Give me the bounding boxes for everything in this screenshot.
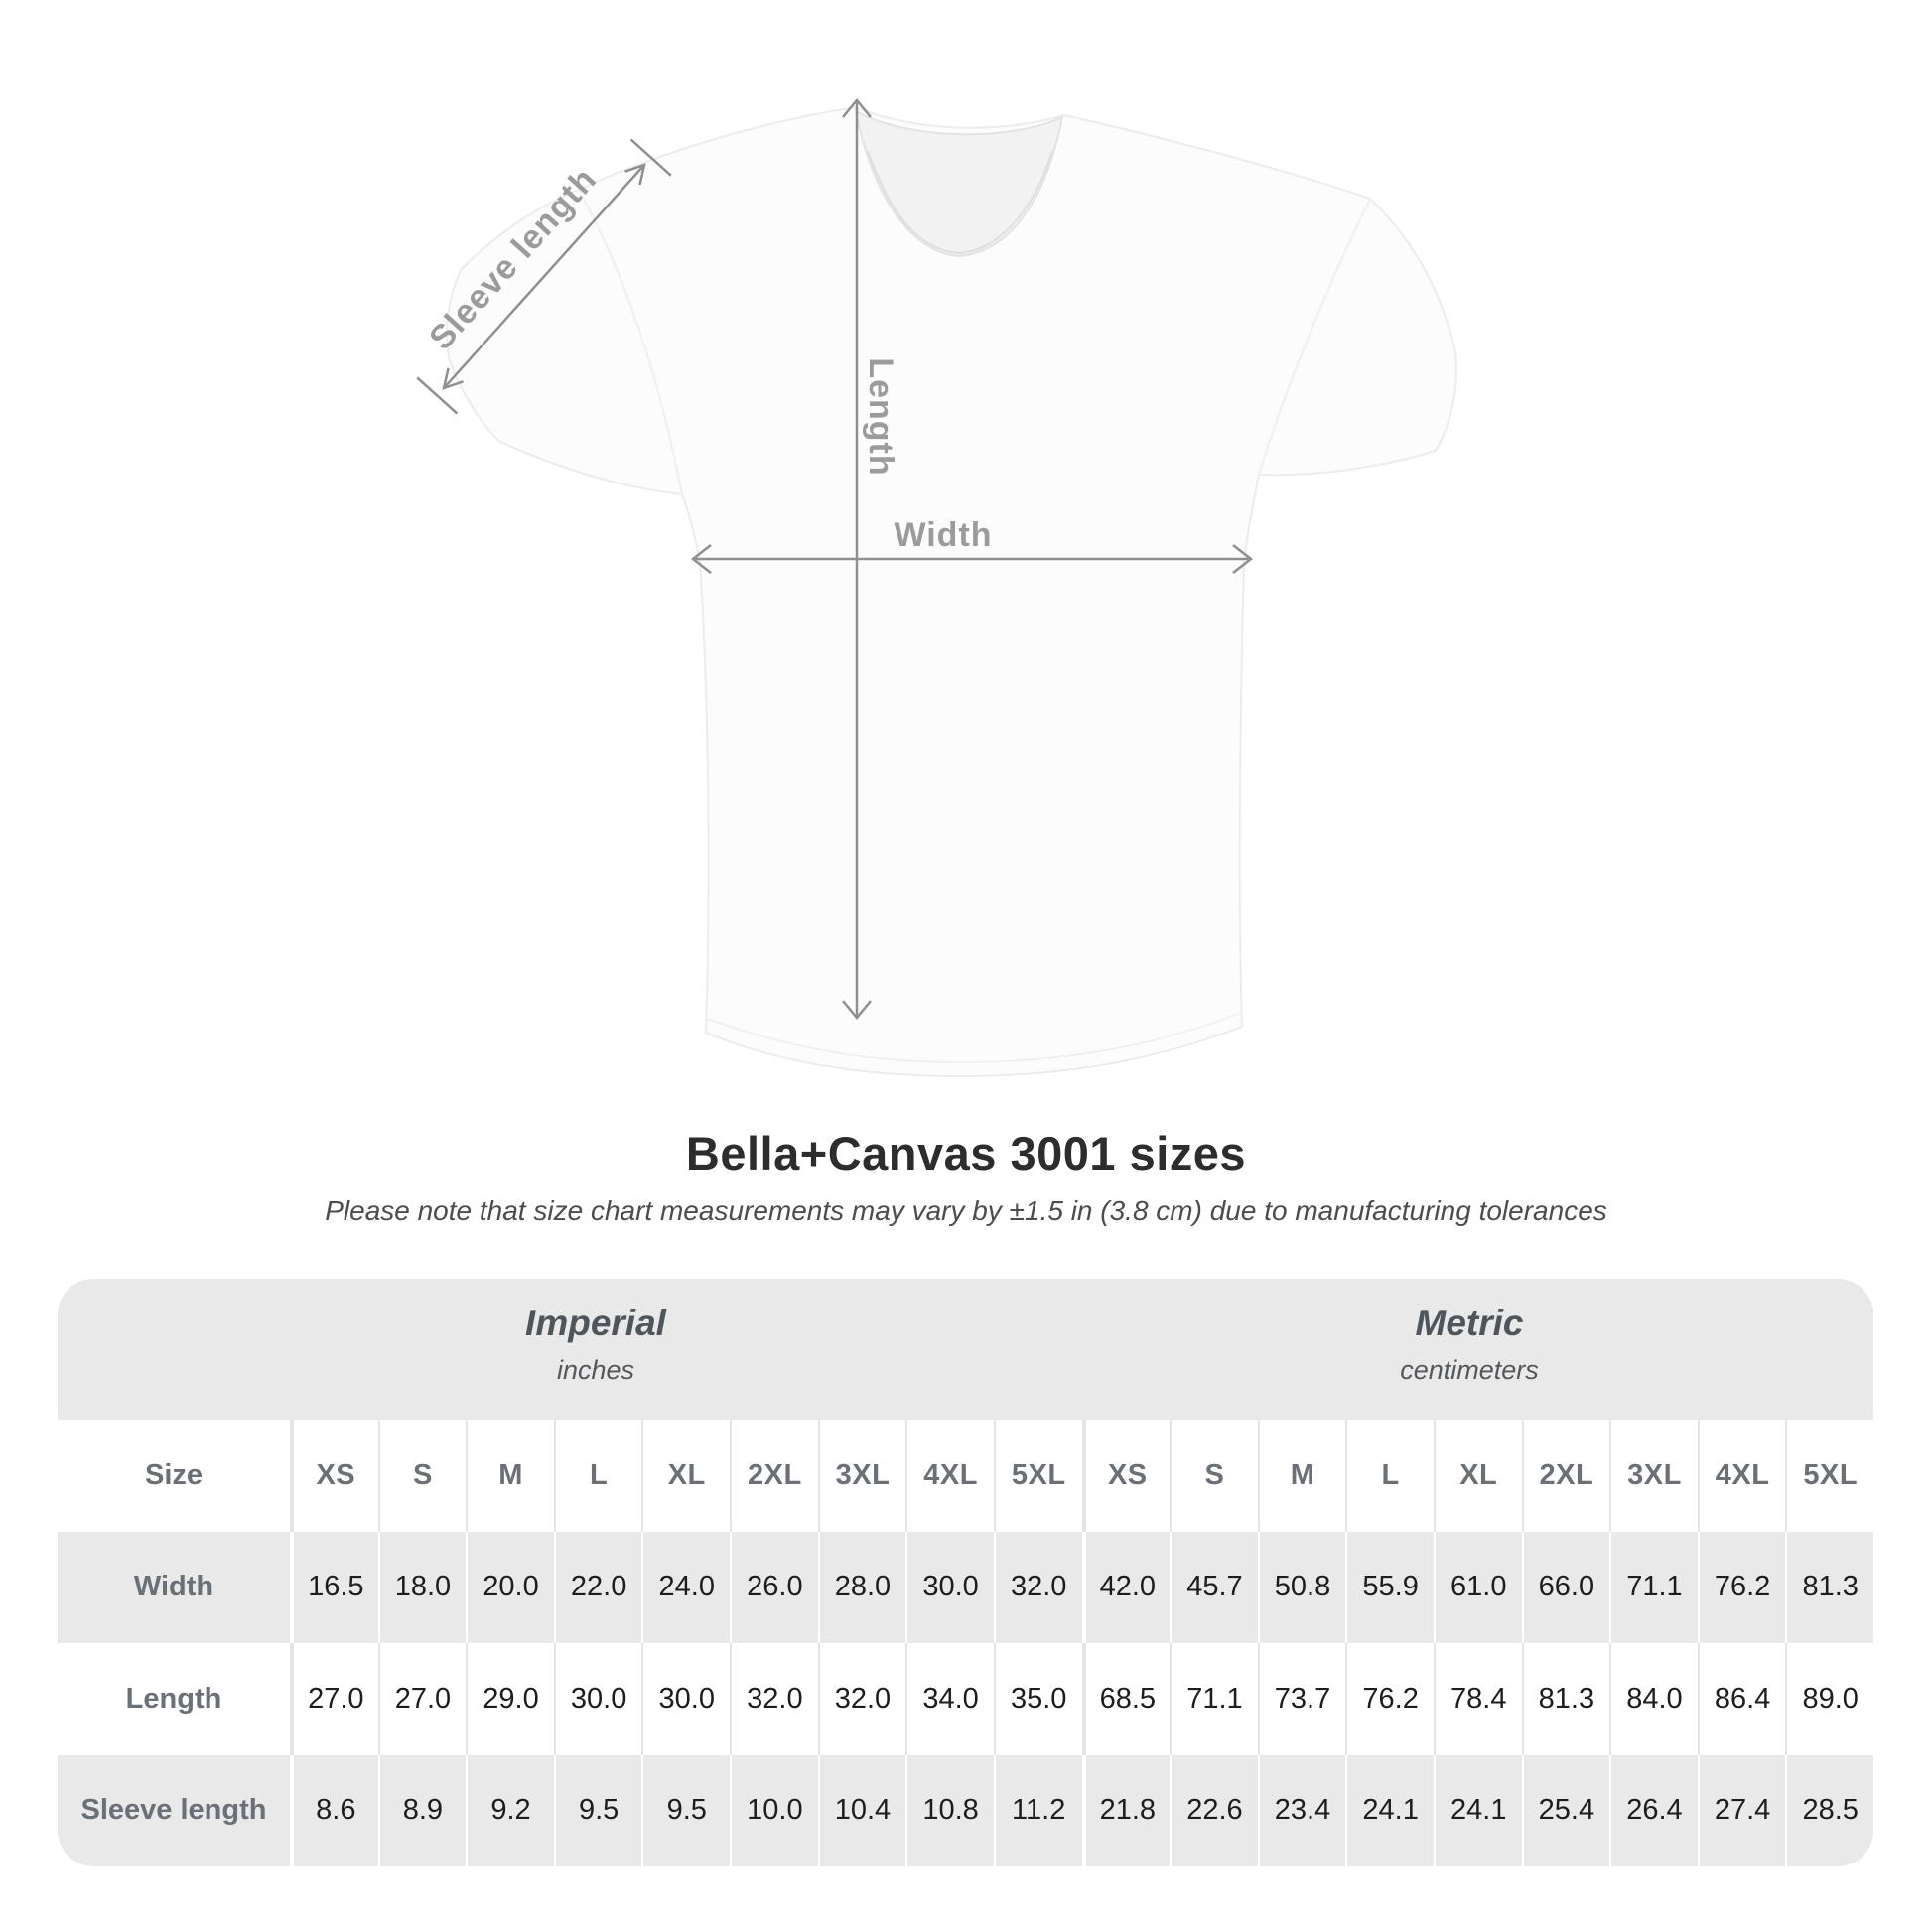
cell-length-metric-xs: 68.5 [1082,1643,1171,1755]
table-row-length [58,1643,1873,1755]
cell-width-metric-xl: 61.0 [1434,1532,1522,1644]
cell-length-imperial-m: 29.0 [466,1643,554,1755]
cell-width-metric-5xl: 81.3 [1785,1532,1873,1644]
size-header-row [58,1420,1873,1532]
size-header-metric-5xl: 5XL [1785,1420,1873,1532]
cell-sleeve-length-imperial-m: 9.2 [466,1755,554,1867]
cell-sleeve-length-metric-xs: 21.8 [1082,1755,1171,1867]
size-header-imperial-m: M [466,1420,554,1532]
cell-sleeve-length-metric-3xl: 26.4 [1609,1755,1698,1867]
cell-length-metric-2xl: 81.3 [1522,1643,1610,1755]
cell-length-imperial-xs: 27.0 [290,1643,378,1755]
corner-size-label: Size [144,1458,204,1491]
cell-sleeve-length-metric-l: 24.1 [1345,1755,1434,1867]
length-label: Length [862,357,899,477]
cell-sleeve-length-imperial-s: 8.9 [378,1755,467,1867]
cell-sleeve-length-metric-4xl: 27.4 [1698,1755,1786,1867]
row-label-length: Length [125,1682,222,1715]
page-subtitle: Please note that size chart measurements may vary by ±1.5 in (3.8 cm) due to manufacturing tolerances [325,1195,1607,1226]
imperial-header-group [525,1303,666,1386]
cell-width-metric-4xl: 76.2 [1698,1532,1786,1644]
imperial-unit: inches [556,1355,635,1385]
size-header-imperial-xs: XS [290,1420,378,1532]
cell-sleeve-length-metric-xl: 24.1 [1434,1755,1522,1867]
size-header-metric-xl: XL [1434,1420,1522,1532]
cell-width-metric-xs: 42.0 [1082,1532,1171,1644]
size-header-metric-xs: XS [1082,1420,1171,1532]
units-header-band [58,1279,1873,1420]
size-chart-rows [58,1420,1873,1866]
cell-sleeve-length-metric-s: 22.6 [1170,1755,1258,1867]
cell-length-imperial-5xl: 35.0 [994,1643,1082,1755]
cell-sleeve-length-imperial-l: 9.5 [554,1755,642,1867]
row-label-width: Width [133,1571,214,1603]
width-label: Width [894,516,993,554]
cell-width-metric-s: 45.7 [1170,1532,1258,1644]
cell-sleeve-length-imperial-4xl: 10.8 [905,1755,994,1867]
cell-width-metric-m: 50.8 [1258,1532,1346,1644]
size-header-imperial-xl: XL [641,1420,730,1532]
size-header-imperial-s: S [378,1420,467,1532]
cell-length-metric-s: 71.1 [1170,1643,1258,1755]
cell-length-imperial-s: 27.0 [378,1643,467,1755]
cell-sleeve-length-metric-m: 23.4 [1258,1755,1346,1867]
imperial-header: Imperial [525,1303,666,1343]
size-header-metric-m: M [1258,1420,1346,1532]
cell-width-metric-2xl: 66.0 [1522,1532,1610,1644]
cell-width-imperial-xl: 24.0 [641,1532,730,1644]
cell-width-imperial-m: 20.0 [466,1532,554,1644]
cell-length-metric-3xl: 84.0 [1609,1643,1698,1755]
sleeve-length-label: Sleeve length [422,160,605,357]
size-header-metric-2xl: 2XL [1522,1420,1610,1532]
cell-length-imperial-4xl: 34.0 [905,1643,994,1755]
size-header-metric-3xl: 3XL [1609,1420,1698,1532]
cell-sleeve-length-metric-5xl: 28.5 [1785,1755,1873,1867]
metric-header-group [1400,1303,1539,1386]
cell-width-imperial-2xl: 26.0 [730,1532,818,1644]
cell-length-imperial-l: 30.0 [554,1643,642,1755]
cell-length-metric-4xl: 86.4 [1698,1643,1786,1755]
size-header-imperial-5xl: 5XL [994,1420,1082,1532]
size-header-metric-4xl: 4XL [1698,1420,1786,1532]
cell-length-metric-l: 76.2 [1345,1643,1434,1755]
table-row-width [58,1532,1873,1644]
cell-width-imperial-4xl: 30.0 [905,1532,994,1644]
cell-width-imperial-5xl: 32.0 [994,1532,1082,1644]
cell-sleeve-length-imperial-xl: 9.5 [641,1755,730,1867]
cell-width-imperial-l: 22.0 [554,1532,642,1644]
cell-length-imperial-2xl: 32.0 [730,1643,818,1755]
cell-sleeve-length-imperial-3xl: 10.4 [818,1755,906,1867]
cell-width-metric-3xl: 71.1 [1609,1532,1698,1644]
size-header-metric-l: L [1345,1420,1434,1532]
cell-length-metric-5xl: 89.0 [1785,1643,1873,1755]
metric-unit: centimeters [1400,1355,1539,1385]
cell-length-imperial-xl: 30.0 [641,1643,730,1755]
size-header-imperial-4xl: 4XL [905,1420,994,1532]
cell-width-metric-l: 55.9 [1345,1532,1434,1644]
cell-width-imperial-xs: 16.5 [290,1532,378,1644]
metric-header: Metric [1415,1303,1524,1343]
size-header-metric-s: S [1170,1420,1258,1532]
cell-length-metric-xl: 78.4 [1434,1643,1522,1755]
size-header-imperial-l: L [554,1420,642,1532]
cell-length-metric-m: 73.7 [1258,1643,1346,1755]
cell-sleeve-length-imperial-2xl: 10.0 [730,1755,818,1867]
size-header-imperial-3xl: 3XL [818,1420,906,1532]
table-row-sleeve-length [58,1755,1873,1867]
row-label-sleeve-length: Sleeve length [80,1794,267,1827]
cell-sleeve-length-imperial-xs: 8.6 [290,1755,378,1867]
cell-width-imperial-s: 18.0 [378,1532,467,1644]
page-title: Bella+Canvas 3001 sizes [685,1127,1247,1179]
cell-length-imperial-3xl: 32.0 [818,1643,906,1755]
size-header-imperial-2xl: 2XL [730,1420,818,1532]
cell-sleeve-length-imperial-5xl: 11.2 [994,1755,1082,1867]
cell-width-imperial-3xl: 28.0 [818,1532,906,1644]
size-chart-table [58,1279,1873,1866]
cell-sleeve-length-metric-2xl: 25.4 [1522,1755,1610,1867]
